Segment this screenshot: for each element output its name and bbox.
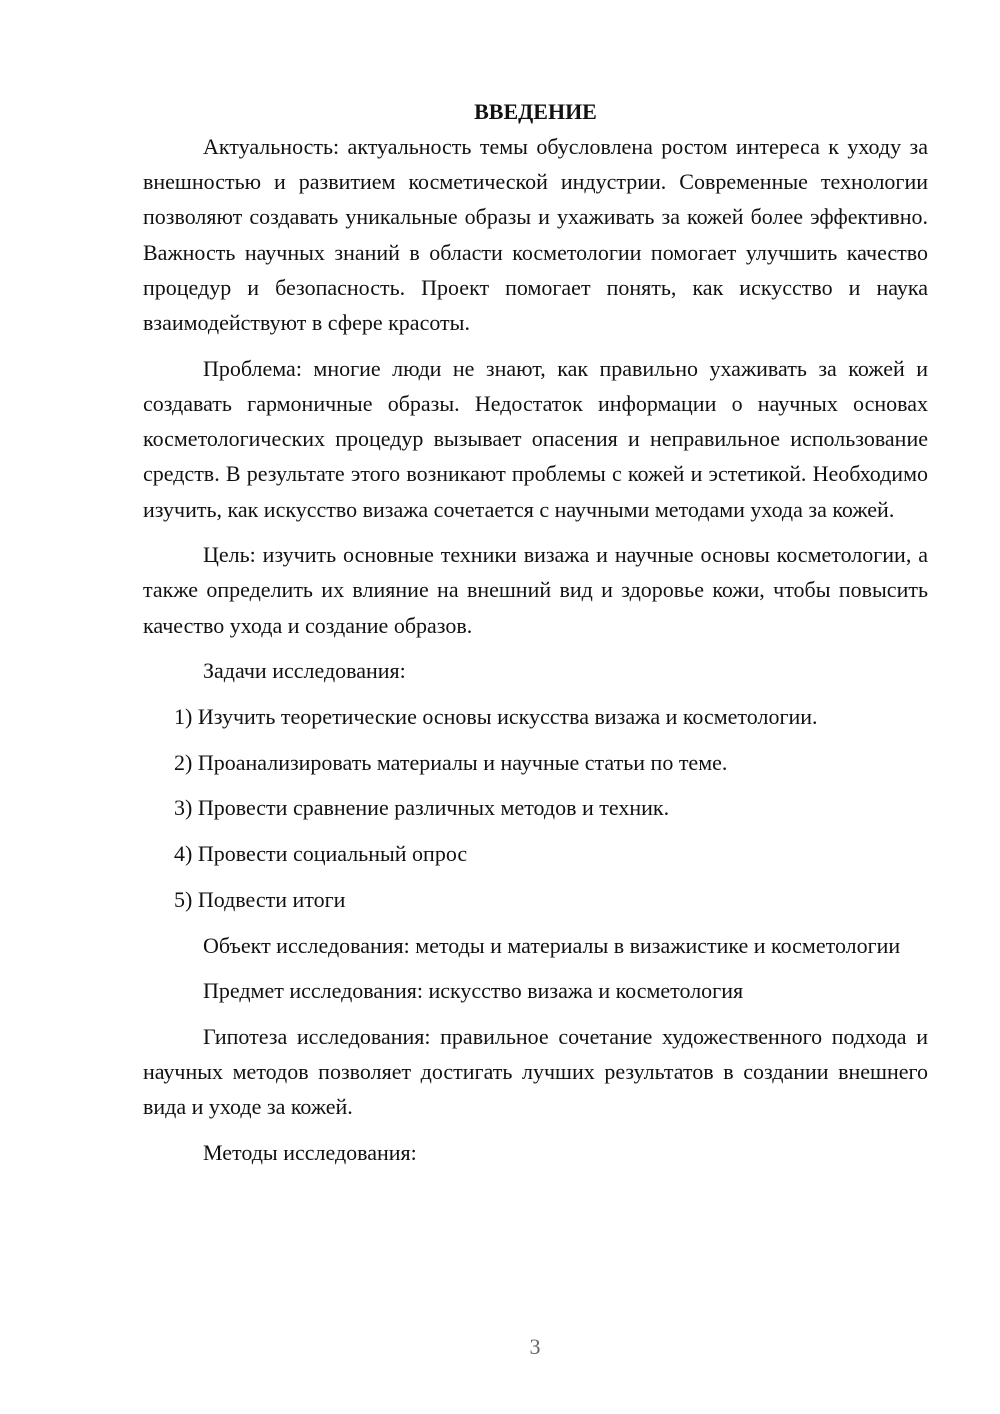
hypothesis-paragraph: Гипотеза исследования: правильное сочетание художественного подхода и научных методов позволяет достигать лучших результатов в создании внешнего вида и уходе за кожей.: [143, 1023, 928, 1120]
page-content: [143, 94, 928, 1170]
methods-heading: Методы исследования:: [203, 1140, 417, 1166]
goal-paragraph: Цель: изучить основные техники визажа и научные основы косметологии, а также определить их влияние на внешний вид и здоровье кожи, чтобы повысить качество ухода и создание образов.: [143, 542, 928, 638]
section-title: ВВЕДЕНИЕ: [474, 99, 597, 124]
relevance-paragraph: Актуальность: актуальность темы обусловлена ростом интереса к уходу за внешностью и развитием косметической индустрии. Современные технологии позволяют создавать уникальные образы и ухаживать за кожей более эффективно. Важность научных знаний в области косметологии помогает улучшить качество процедур и безопасность. Проект помогает понять, как искусство и наука взаимодействуют в сфере красоты.: [143, 134, 928, 336]
problem-paragraph: Проблема: многие люди не знают, как правильно ухаживать за кожей и создавать гармоничные образы. Недостаток информации о научных основах косметологических процедур вызывает опасения и неправильное использование средств. В результате этого возникают проблемы с кожей и эстетикой. Необходимо изучить, как искусство визажа сочетается с научными методами ухода за кожей.: [143, 355, 928, 522]
task-item-2: 2) Проанализировать материалы и научные статьи по теме.: [174, 749, 728, 775]
subject-paragraph: Предмет исследования: искусство визажа и косметология: [203, 978, 744, 1004]
task-item-1: 1) Изучить теоретические основы искусства визажа и косметологии.: [174, 704, 818, 730]
object-paragraph: Объект исследования: методы и материалы в визажистике и косметологии: [203, 932, 901, 958]
task-item-3: 3) Провести сравнение различных методов и техник.: [174, 795, 670, 821]
page-number: 3: [529, 1334, 541, 1359]
tasks-heading: Задачи исследования:: [203, 658, 406, 684]
task-item-5: 5) Подвести итоги: [174, 886, 346, 912]
task-item-4: 4) Провести социальный опрос: [174, 841, 468, 867]
